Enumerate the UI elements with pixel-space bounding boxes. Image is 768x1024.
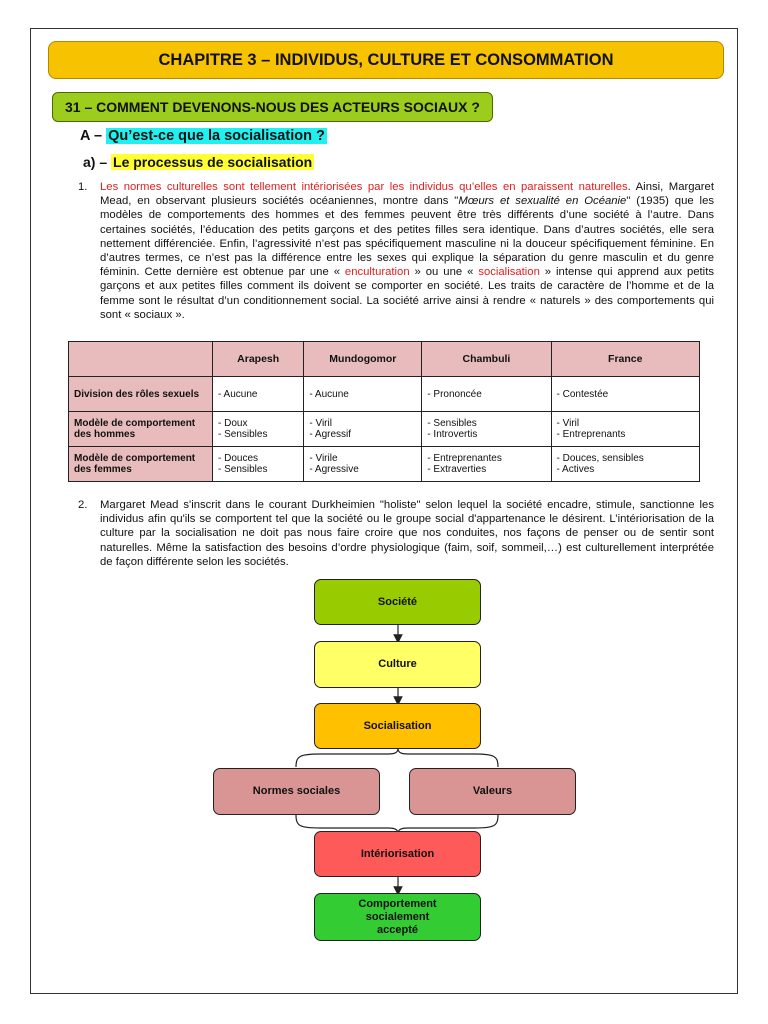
table-cell: - Douces, sensibles - Actives: [551, 447, 700, 482]
brace-split: [296, 748, 498, 767]
table-cell: - Entreprenantes - Extraverties: [422, 447, 551, 482]
heading-a-sub-text: Le processus de socialisation: [113, 154, 313, 170]
flow-box-normes-sociales: Normes sociales: [213, 768, 380, 815]
flow-box-valeurs: Valeurs: [409, 768, 576, 815]
flow-box-societe: Société: [314, 579, 481, 625]
heading-a-sub-prefix: a) –: [83, 154, 108, 170]
table-header-cell: France: [551, 342, 700, 377]
term-socialisation: socialisation: [478, 266, 540, 279]
table-cell: - Viril - Agressif: [304, 412, 422, 447]
flow-box-comportement: Comportement socialement accepté: [314, 893, 481, 941]
heading-a-text: Qu’est-ce que la socialisation ?: [108, 128, 325, 144]
table-cell: - Aucune: [304, 377, 422, 412]
row-label: Modèle de comportement des hommes: [69, 412, 213, 447]
table-cell: - Doux - Sensibles: [213, 412, 304, 447]
heading-a-prefix: A –: [80, 128, 103, 144]
flow-box-socialisation: Socialisation: [314, 703, 481, 749]
paragraph-2-number: 2.: [78, 499, 88, 511]
paragraph-1-red-intro: Les normes culturelles sont tellement intériorisées par les individus qu’elles en paraissent naturelles: [100, 181, 628, 193]
row-label: Modèle de comportement des femmes: [69, 447, 213, 482]
term-enculturation: enculturation: [344, 266, 410, 279]
paragraph-1-text-c: » ou une «: [409, 266, 479, 279]
flow-box-culture: Culture: [314, 641, 481, 688]
table-cell: - Aucune: [213, 377, 304, 412]
table-header-cell: Arapesh: [213, 342, 304, 377]
table-header-cell: Chambuli: [422, 342, 551, 377]
table-cell: - Sensibles - Introvertis: [422, 412, 551, 447]
table-cell: - Viril - Entreprenants: [551, 412, 700, 447]
table-cell: - Prononcée: [422, 377, 551, 412]
paragraph-1-text-a: . Ainsi, Margaret Mead, en observant plusieurs sociétés océaniennes, montre dans ": [100, 181, 714, 208]
paragraph-1-text-b: " (1935) que les modèles de comportements des hommes et des femmes peuvent être très différents d’une société à l’autre. Dans certaines sociétés, l’éducation des petits garçons et des petites filles sera identique. Dans d’autres sociétés, elle sera nettement différenciée. Enfin, l’agressivité n’est pas spécifiquement masculine ni la douceur spécifiquement féminine. En d’autres termes, ce n’est pas la différence entre les sexes qui explique la séparation du genre masculin et du genre féminin. Cette dernière est obtenue par une «: [100, 195, 714, 279]
section-title: 31 – COMMENT DEVENONS-NOUS DES ACTEURS SOCIAUX ?: [52, 92, 493, 122]
paragraph-1-number: 1.: [78, 181, 88, 193]
table-cell: - Virile - Agressive: [304, 447, 422, 482]
table-header-cell: Mundogomor: [304, 342, 422, 377]
table-cell: - Douces - Sensibles: [213, 447, 304, 482]
paragraph-1-text-d: » intense qui apprend aux petits garçons et aux petites filles comment ils doivent se comporter en société. Les traits de caractère de l’homme et de la femme sont le résultat d’un conditionnement social. La société arrive ainsi à rendre « naturels » des comportements qui sont « sociaux ».: [100, 266, 714, 321]
paragraph-1-book-title: Mœurs et sexualité en Océanie: [458, 195, 627, 208]
row-label: Division des rôles sexuels: [69, 377, 213, 412]
chapter-title: CHAPITRE 3 – INDIVIDUS, CULTURE ET CONSOMMATION: [48, 41, 724, 79]
paragraph-2-body: Margaret Mead s'inscrit dans le courant Durkheimien "holiste" selon lequel la société encadre, stimule, sanctionne les individus afin qu'ils se comportent tel que la société ou le groupe social d'appartenance le désirent. L’intériorisation de la culture par la socialisation ne doit pas nous faire croire que nos conduites, nos façons de penser ou de sentir sont naturelles. Même la satisfaction des besoins d’ordre physiologique (faim, soif, sommeil,…) est culturellement interprétée de façon différente selon les sociétés.: [100, 499, 714, 568]
flow-box-interiorisation: Intériorisation: [314, 831, 481, 877]
table-cell: - Contestée: [551, 377, 700, 412]
